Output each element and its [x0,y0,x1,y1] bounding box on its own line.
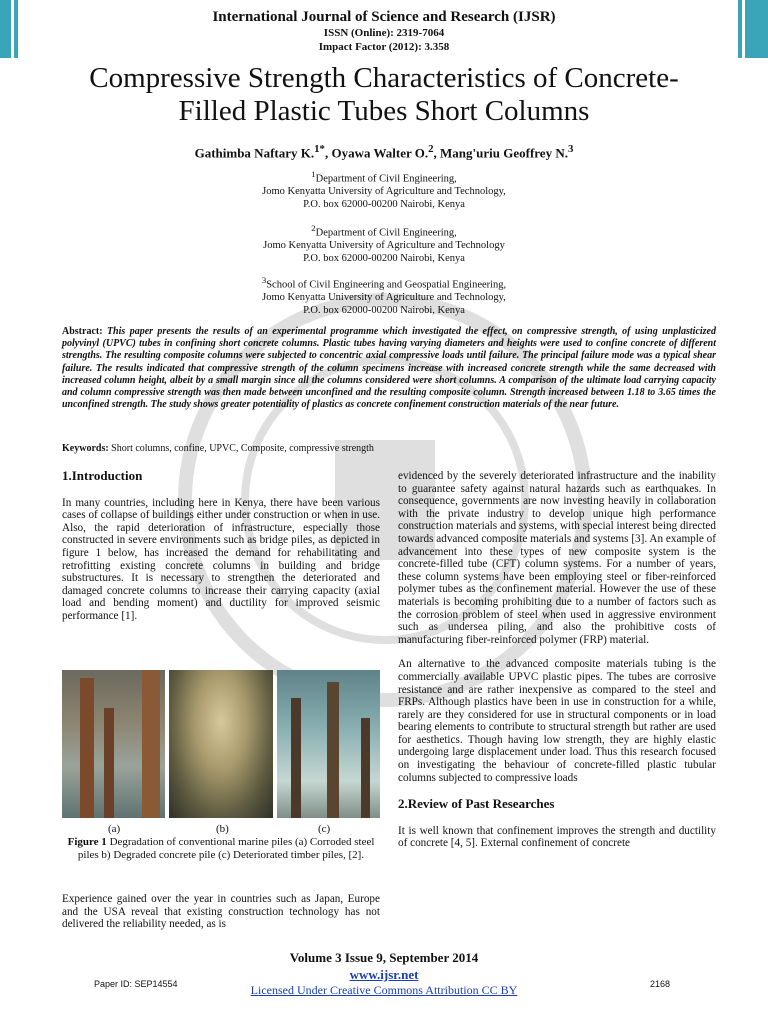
paper-title [20,62,748,128]
figure-1c-timber-piles [277,670,380,818]
right-paragraph-2: An alternative to the advanced composite materials tubing is the commercially available UPVC plastic pipes. The tubes are corrosive resistance and are rather inexpensive as compared to the steel and FRPs. Although plastics have been in use in construction for a while, rarely are they considered for use in structural components or in load bearing elements to contribute to structural strength but rather are used for aesthetics. Though having low strength, they are highly elastic undergoing large displacement under load. Thus this research focused on investigating the behaviour of concrete-filled plastic tubular columns subjected to compressive loads [398,658,716,784]
title-line-1: Compressive Strength Characteristics of Concrete- [89,62,679,94]
footer-page-number: 2168 [650,979,671,989]
impact-factor: Impact Factor (2012): 3.358 [318,41,450,53]
figure-label-a: (a) [108,823,121,835]
figure-label-c: (c) [318,823,331,835]
figure-label-b: (b) [216,823,229,835]
affiliation-2 [0,222,768,265]
keywords [62,443,716,454]
abstract-text: This paper presents the results of an experimental programme which investigated the effect, on compressive strength, of using unplasticized polyvinyl (UPVC) tubes in confining short concrete columns. Plastic tubes having varying diameters and heights were used to confine concrete of different strengths. The resulting composite columns were subjected to concentric axial compressive loads until failure. The principal failure mode was a typical shear failure. The results indicated that compressive strength of the column specimens increase with increased concrete strength while the same decreased with increased column height, albeit by a small margin since all the columns considered were short columns. A comparison of the ultimate load carrying capacity and column compressive strength was then made between unconfined and the resulting composite column. Strength increased between 1.18 to 3.65 times the unconfined strength. The study shows greater potentiality of plastics as concrete confinement construction materials of the near future. [62,326,716,411]
author-2: Oyawa Walter O. [331,145,429,161]
author-1: Gathimba Naftary K. [194,145,315,161]
affiliation-2-sup: 2 [311,223,316,233]
affiliation-1-line1: Department of Civil Engineering, [315,173,457,185]
affiliation-3-line2: Jomo Kenyatta University of Agriculture and Technology, [262,292,506,303]
right-column [398,470,716,850]
affiliation-2-line3: P.O. box 62000-00200 Nairobi, Kenya [303,252,465,264]
author-1-sup: 1* [314,143,325,155]
figure-1b-concrete-pile [169,670,272,818]
affiliation-3-line3: P.O. box 62000-00200 Nairobi, Kenya [303,304,465,316]
footer-website-link[interactable]: www.ijsr.net [349,967,419,982]
affiliation-2-line1: Department of Civil Engineering, [315,227,457,239]
affiliation-1-line2: Jomo Kenyatta University of Agriculture and Technology, [262,186,506,197]
affiliation-1-line3: P.O. box 62000-00200 Nairobi, Kenya [303,198,465,210]
affiliation-2-line2: Jomo Kenyatta University of Agriculture and Technology [263,240,505,251]
right-paragraph-3: It is well known that confinement improves the strength and ductility of concrete [4, 5]. External confinement of concrete [398,824,716,850]
author-3-sup: 3 [567,143,574,155]
figure-1-image [62,670,380,818]
intro-paragraph-2: Experience gained over the year in countries such as Japan, Europe and the USA reveal that existing construction technology has not delivered the reliability needed, as is [62,893,380,931]
footer-volume: Volume 3 Issue 9, September 2014 [289,950,479,965]
section-2-heading: 2.Review of Past Researches [398,796,555,812]
right-paragraph-1: evidenced by the severely deteriorated infrastructure and the inability to guarantee safety against natural hazards such as earthquakes. In consequence, governments are now investing heavily in collaboration with the private industry to develop unique high performance construction materials and systems, with special interest being directed towards advanced composite materials and systems [3]. An example of advancement into these types of new composite system is the concrete-filled tube (CFT) column systems. For a number of years, these column systems have been employing steel or fiber-reinforced polymer tubes as the confinement material. However the use of these materials is becoming prohibiting due to a number of factors such as the corrosion problem of steel when used in aggressive environment such as undersea piling, and also the prohibitive costs of manufacturing fiber-reinforced polymer (FRP) material. [398,470,716,646]
footer-license-link[interactable]: Licensed Under Creative Commons Attribution CC BY [250,983,518,997]
affiliation-3 [0,274,768,317]
keywords-label: Keywords: [62,443,109,454]
journal-header [0,8,768,54]
figure-1-caption [62,836,380,862]
title-line-2: Filled Plastic Tubes Short Columns [178,95,590,127]
intro-paragraph-1: In many countries, including here in Kenya, there have been various cases of collapse of buildings either under construction or when in use. Also, the rapid deterioration of infrastructure, especially those constructed in severe environments such as bridge piles, as depicted in figure 1 below, has increased the demand for rehabilitating and retrofitting existing concrete columns in building and bridge substructures. It is necessary to strengthen the deteriorated and damaged concrete columns to increase their carrying capacity (axial load and bending moment) and ductility for improved seismic performance [1]. [62,496,380,622]
affiliation-1 [0,168,768,211]
abstract [62,326,716,411]
journal-name: International Journal of Science and Research (IJSR) [212,9,556,25]
section-1-heading: 1.Introduction [62,468,143,483]
footer-paper-id: Paper ID: SEP14554 [94,979,178,989]
issn: ISSN (Online): 2319-7064 [323,27,445,39]
figure-caption-text: Degradation of conventional marine piles (a) Corroded steel piles b) Degraded concrete pile (c) Deteriorated timber piles, [2]. [77,836,375,861]
affiliation-1-sup: 1 [311,169,316,179]
figure-caption-label: Figure 1 [67,836,107,848]
left-column-top [62,470,380,623]
figure-1a-steel-piles [62,670,165,818]
affiliation-3-sup: 3 [261,275,267,285]
abstract-label: Abstract: [62,326,103,337]
author-3: Mang'uriu Geoffrey N. [440,145,568,161]
author-2-sup: 2 [428,143,434,155]
affiliation-3-line1: School of Civil Engineering and Geospatial Engineering, [266,279,507,291]
author-list: Gathimba Naftary K.$^{1*}$, Oyawa Walter O.$^2$, Mang'uriu Geoffrey N.$^3$ [194,143,574,161]
keywords-text: Short columns, confine, UPVC, Composite, compressive strength [111,443,374,454]
